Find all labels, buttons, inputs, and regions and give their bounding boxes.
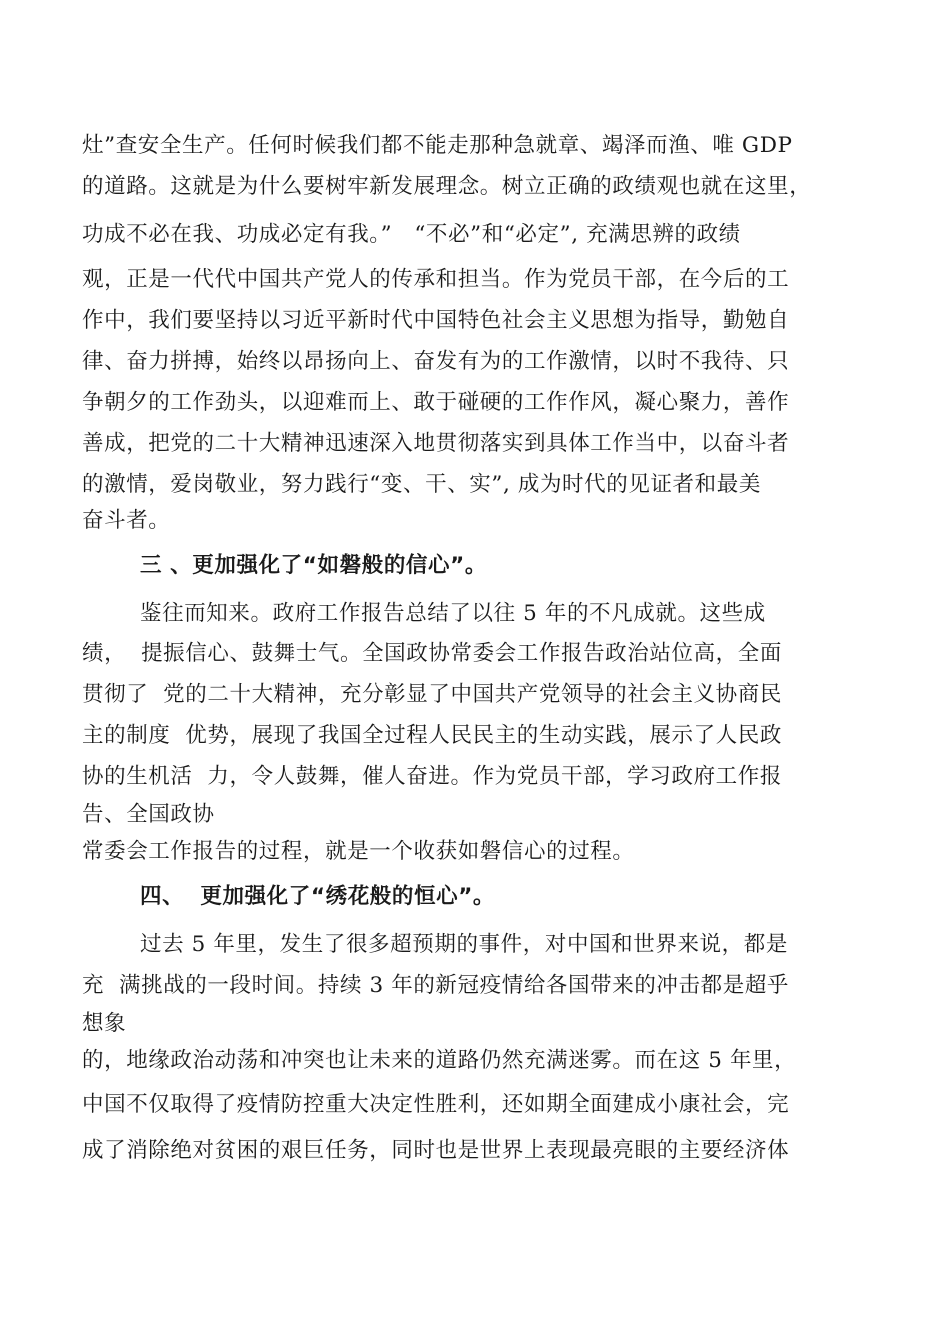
text-line: 的激情，爱岗敬业，努力践行“变、干、实”, 成为时代的见证者和最美 [82, 472, 761, 497]
text-line: 的道路。这就是为什么要树牢新发展理念。树立正确的政绩观也就在这里， [82, 174, 812, 199]
section-heading-3: 三 、更加强化了“如磐般的信心”。 [140, 553, 487, 578]
text-line: 善成，把党的二十大精神迅速深入地贯彻落实到具体工作当中，以奋斗者 [82, 431, 790, 456]
text-line: 常委会工作报告的过程，就是一个收获如磐信心的过程。 [82, 839, 635, 864]
text-line: 贯彻了 党的二十大精神，充分彰显了中国共产党领导的社会主义协商民 [82, 682, 782, 707]
text-line: 律、奋力拼搏，始终以昂扬向上、奋发有为的工作激情，以时不我待、只 [82, 349, 790, 374]
text-line: 作中，我们要坚持以习近平新时代中国特色社会主义思想为指导，勤勉自 [82, 308, 790, 333]
section-heading-4: 四、 更加强化了“绣花般的恒心”。 [140, 884, 496, 909]
text-line: 观，正是一代代中国共产党人的传承和担当。作为党员干部，在今后的工 [82, 267, 790, 292]
text-line: 中国不仅取得了疫情防控重大决定性胜利，还如期全面建成小康社会，完 [82, 1092, 790, 1117]
text-line: 奋斗者。 [82, 508, 171, 533]
text-line: 的，地缘政治动荡和冲突也让未来的道路仍然充满迷雾。而在这 5 年里， [82, 1048, 797, 1073]
text-line: 争朝夕的工作劲头，以迎难而上、敢于碰硬的工作作风，凝心聚力，善作 [82, 390, 790, 415]
text-line: 灶”查安全生产。任何时候我们都不能走那种急就章、竭泽而渔、唯 GDP [82, 133, 793, 158]
text-line: 过去 5 年里，发生了很多超预期的事件，对中国和世界来说，都是 [140, 932, 788, 957]
text-line: 功成不必在我、功成必定有我。” “不必”和“必定”, 充满思辨的政绩 [82, 222, 741, 247]
text-line: 充 满挑战的一段时间。持续 3 年的新冠疫情给各国带来的冲击都是超乎 [82, 973, 790, 998]
text-line: 绩， 提振信心、鼓舞士气。全国政协常委会工作报告政治站位高，全面 [82, 641, 782, 666]
text-line: 告、全国政协 [82, 802, 215, 827]
text-line: 鉴往而知来。政府工作报告总结了以往 5 年的不凡成就。这些成 [140, 601, 766, 626]
text-line: 主的制度 优势，展现了我国全过程人民民主的生动实践，展示了人民政 [82, 723, 782, 748]
text-line: 协的生机活 力，令人鼓舞，催人奋进。作为党员干部，学习政府工作报 [82, 764, 782, 789]
text-line: 成了消除绝对贫困的艰巨任务，同时也是世界上表现最亮眼的主要经济体 [82, 1138, 790, 1163]
text-line: 想象 [82, 1011, 127, 1036]
